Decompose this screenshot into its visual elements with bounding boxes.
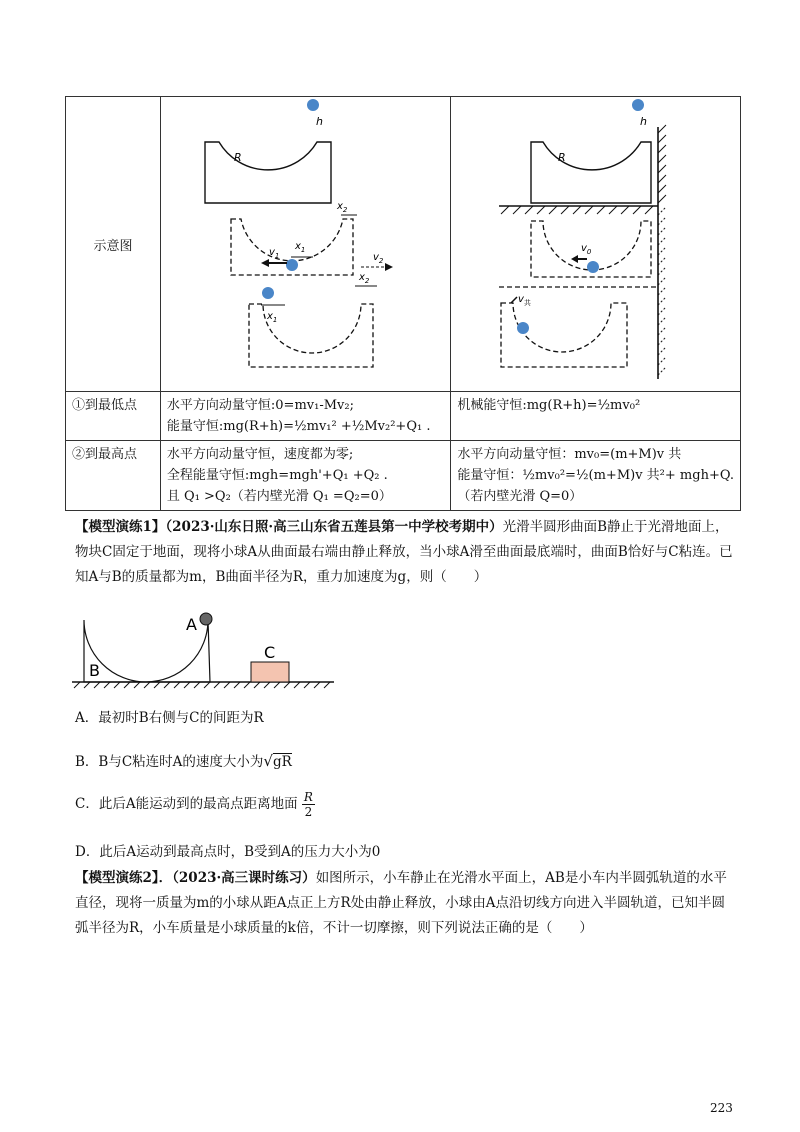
lowest-free-energy: 能量守恒:mg(R+h)=½mv₁² +½Mv₂²+Q₁ . — [166, 419, 431, 434]
ex1-figure — [72, 610, 342, 692]
floor-hatch — [501, 206, 653, 214]
lowest-wall-cell — [451, 392, 741, 441]
ex1-option-c — [75, 790, 315, 819]
v1-arrowhead — [261, 259, 269, 267]
label-h-2: h — [640, 115, 648, 128]
label-x1a: $x_1$ — [294, 241, 306, 254]
ex1-label-A: A — [186, 615, 197, 634]
frac-num: R — [303, 790, 313, 804]
wall-hatch — [658, 125, 666, 203]
ex1-ball-A — [200, 613, 212, 625]
ex1-source: （2023·山东日照·高三山东省五莲县第一中学校考期中） — [165, 519, 503, 535]
ball-mid-2 — [587, 261, 599, 273]
diagram-free-bowl — [160, 97, 450, 392]
wall-bowl-figure — [451, 97, 721, 387]
wall-hatch-dashed — [658, 207, 666, 375]
row-label-lowest — [66, 392, 161, 441]
label-h: h — [315, 115, 323, 128]
lowest-label: ①到最低点 — [72, 398, 138, 413]
v0-arrowhead — [571, 255, 578, 263]
label-x1b: $x_1$ — [266, 311, 278, 324]
free-bowl-figure — [161, 97, 443, 387]
highest-label: ②到最高点 — [72, 447, 138, 462]
page-number: 223 — [710, 1101, 733, 1115]
label-R: R — [233, 151, 242, 164]
label-x2a: $x_2$ — [336, 201, 348, 214]
ex1-option-c-text: C．此后A能运动到的最高点距离地面 — [75, 796, 298, 812]
diagram-label: 示意图 — [93, 238, 133, 254]
highest-free-energy: 全程能量守恒:mgh=mgh'+Q₁ +Q₂ . — [166, 468, 388, 483]
ex1-option-b-text: B．B与C粘连时A的速度大小为 — [75, 754, 264, 770]
ex1-option-d: D．此后A运动到最高点时，B受到A的压力大小为0 — [75, 844, 381, 860]
label-R-2: R — [558, 151, 566, 164]
exercise-1-stem — [75, 515, 735, 590]
v-common-arrow — [511, 297, 517, 303]
label-v1: $v_1$ — [268, 247, 280, 260]
label-v0: $v_0$ — [581, 243, 592, 256]
ex1-block-C — [251, 662, 289, 682]
ex2-source: ．（2023·高三课时练习） — [158, 870, 316, 886]
ex2-stem-text: 如图所示，小车静止在光滑水平面上，AB是小车内半圆弧轨道的水平直径，现将一质量为m的小球从距A点正上方R处由静止释放，小球由A点沿切线方向进入半圆轨道，已知半圆弧半径为R，小车质量是小球质量的k倍，不计一切摩擦，则下列说法正确的是（ ） — [75, 870, 727, 936]
bowl-solid-2 — [531, 142, 651, 203]
ex1-stem-text: 光滑半圆形曲面B静止于光滑地面上，物块C固定于地面，现将小球A从曲面最右端由静止释放，当小球A滑至曲面最底端时，曲面B恰好与C粘连。已知A与B的质量都为m，B曲面半径为R，重力加速度为g，则（ ） — [75, 519, 733, 585]
diagram-wall-bowl — [451, 97, 741, 392]
ball-top — [307, 99, 319, 111]
highest-free-cell — [160, 441, 450, 511]
highest-free-note: 且 Q₁ >Q₂（若内壁光滑 Q₁ =Q₂=0） — [166, 489, 392, 504]
ex1-label-B: B — [89, 661, 100, 680]
sqrt-sign: √ — [263, 752, 273, 770]
frac-den: 2 — [304, 805, 313, 819]
v2-arrowhead — [385, 263, 393, 271]
highest-wall-note: （若内壁光滑 Q=0） — [457, 489, 583, 504]
bowl-solid — [205, 142, 331, 203]
ex1-option-c-fraction — [302, 790, 315, 819]
lowest-wall-energy: 机械能守恒:mg(R+h)=½mv₀² — [457, 398, 641, 413]
highest-free-momentum: 水平方向动量守恒，速度都为零; — [166, 447, 354, 462]
ex1-option-b-radicand: gR — [272, 754, 292, 770]
label-vgong: $v_共$ — [518, 294, 532, 307]
exercise-2-stem — [75, 866, 735, 941]
ex1-ground-hatch — [74, 682, 330, 688]
row-label-diagram — [66, 97, 161, 392]
highest-wall-energy: 能量守恒：½mv₀²=½(m+M)v 共²+ mgh+Q. — [457, 468, 734, 483]
ball-low — [262, 287, 274, 299]
highest-wall-cell — [451, 441, 741, 511]
highest-wall-momentum: 水平方向动量守恒：mv₀=(m+M)v 共 — [457, 447, 682, 462]
ex1-label-C: C — [264, 643, 276, 662]
ball-top-2 — [632, 99, 644, 111]
ex1-option-a: A．最初时B右侧与C的间距为R — [75, 710, 264, 726]
ball-mid — [286, 259, 298, 271]
bowl-dashed-low-2 — [501, 303, 627, 367]
row-label-highest — [66, 441, 161, 511]
ex2-tag: 【模型演练2】 — [75, 870, 159, 886]
ex1-tag: 【模型演练1】 — [75, 519, 166, 535]
model-table — [65, 96, 741, 511]
lowest-free-cell — [160, 392, 450, 441]
ball-low-2 — [517, 322, 529, 334]
ex1-option-b — [75, 750, 292, 770]
lowest-free-momentum: 水平方向动量守恒:0=mv₁-Mv₂; — [166, 398, 354, 413]
label-x2b: $x_2$ — [358, 272, 370, 285]
label-v2: $v_2$ — [372, 252, 384, 265]
